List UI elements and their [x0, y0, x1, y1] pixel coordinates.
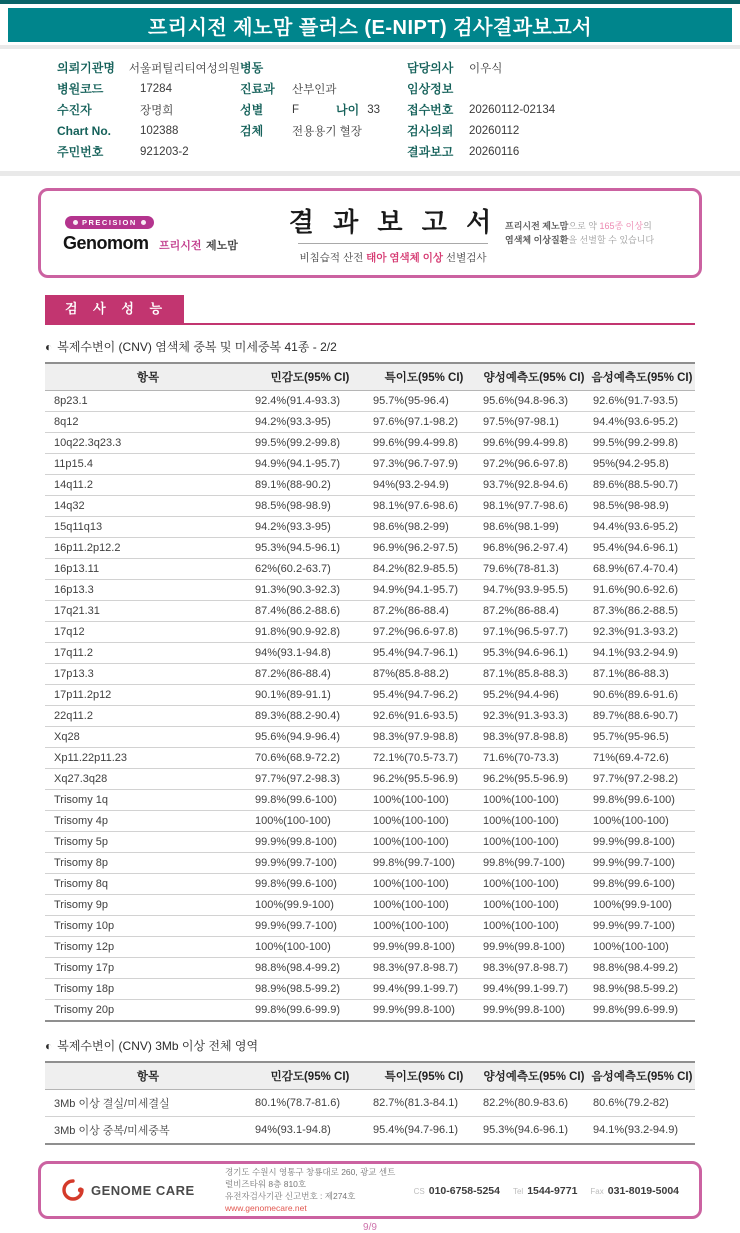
result-title-block — [281, 202, 505, 265]
info-row — [240, 78, 407, 99]
cell: 87.1%(86-88.3) — [589, 664, 695, 685]
row-item: Trisomy 9p — [45, 895, 251, 916]
cell: 99.9%(99.7-100) — [251, 853, 369, 874]
row-item: Trisomy 8p — [45, 853, 251, 874]
cell: 92.6%(91.6-93.5) — [369, 706, 479, 727]
field-value: 서울퍼틸리티여성의원 — [128, 62, 240, 75]
half-circle-icon: ◐ — [45, 339, 53, 354]
table-row — [45, 811, 695, 832]
cell: 99.6%(99.4-99.8) — [479, 433, 589, 454]
info-row — [57, 120, 240, 141]
field-label: 검체 — [240, 124, 264, 138]
table-row — [45, 391, 695, 412]
cell: 99.6%(99.4-99.8) — [369, 433, 479, 454]
cell: 99.8%(99.6-100) — [251, 874, 369, 895]
patient-info-col-left — [57, 57, 240, 162]
row-item: 17q11.2 — [45, 643, 251, 664]
cell: 95.3%(94.6-96.1) — [479, 643, 589, 664]
cell: 90.6%(89.6-91.6) — [589, 685, 695, 706]
cell: 98.3%(97.8-98.7) — [479, 958, 589, 979]
cell: 99.9%(99.8-100) — [479, 937, 589, 958]
table-row — [45, 496, 695, 517]
cell: 96.2%(95.5-96.9) — [479, 769, 589, 790]
table-row — [45, 454, 695, 475]
badge-dot-icon — [73, 220, 78, 225]
cell: 89.3%(88.2-90.4) — [251, 706, 369, 727]
field-label: 수진자 — [57, 103, 92, 117]
cnv-performance-table — [45, 362, 695, 1022]
genomecare-logo-icon — [61, 1178, 85, 1202]
genomom-logo — [63, 212, 281, 254]
cell: 100%(100-100) — [369, 832, 479, 853]
column-header: 항목 — [45, 363, 251, 391]
cell: 92.6%(91.7-93.5) — [589, 391, 695, 412]
brand-kr-accent: 프리시전 — [158, 240, 202, 252]
cell: 100%(100-100) — [479, 811, 589, 832]
table-row — [45, 433, 695, 454]
tel-number: 1544-9771 — [527, 1185, 578, 1197]
cell: 70.6%(68.9-72.2) — [251, 748, 369, 769]
cs-number: 010-6758-5254 — [428, 1185, 500, 1197]
cell: 95.4%(94.7-96.1) — [369, 1117, 479, 1145]
row-item: 15q11q13 — [45, 517, 251, 538]
field-value: 20260116 — [469, 145, 520, 158]
cell: 99.9%(99.7-100) — [589, 916, 695, 937]
field-value: 산부인과 — [292, 83, 337, 96]
table-row — [45, 1117, 695, 1145]
row-item: 17p11.2p12 — [45, 685, 251, 706]
badge-dot-icon — [141, 220, 146, 225]
cell: 95%(94.2-95.8) — [589, 454, 695, 475]
row-item: 14q11.2 — [45, 475, 251, 496]
cell: 96.9%(96.2-97.5) — [369, 538, 479, 559]
table-row — [45, 832, 695, 853]
cell: 98.1%(97.6-98.6) — [369, 496, 479, 517]
page-title: 프리시전 제노맘 플러스 (E-NIPT) 검사결과보고서 — [147, 16, 593, 39]
cell: 100%(100-100) — [479, 874, 589, 895]
field-label: 담당의사 — [407, 61, 454, 75]
field-value: 17284 — [140, 82, 172, 95]
fax-label: Fax — [590, 1187, 604, 1196]
table-row — [45, 1000, 695, 1022]
cell: 99.9%(99.7-100) — [251, 916, 369, 937]
cell: 94.7%(93.9-95.5) — [479, 580, 589, 601]
field-value: 20260112-02134 — [469, 103, 556, 116]
cell: 94.4%(93.6-95.2) — [589, 517, 695, 538]
field-label: 나이 — [336, 103, 360, 117]
cell: 95.7%(95-96.4) — [369, 391, 479, 412]
field-value: 102388 — [140, 124, 179, 137]
column-header: 음성예측도(95% CI) — [589, 363, 695, 391]
cell: 97.1%(96.5-97.7) — [479, 622, 589, 643]
info-row — [57, 78, 240, 99]
cell: 95.3%(94.6-96.1) — [479, 1117, 589, 1145]
row-item: 22q11.2 — [45, 706, 251, 727]
cell: 100%(99.9-100) — [589, 895, 695, 916]
row-item: 10q22.3q23.3 — [45, 433, 251, 454]
cell: 93.7%(92.8-94.6) — [479, 475, 589, 496]
cell: 89.6%(88.5-90.7) — [589, 475, 695, 496]
cell: 100%(100-100) — [479, 895, 589, 916]
column-header: 특이도(95% CI) — [369, 1062, 479, 1090]
field-label: 결과보고 — [407, 145, 454, 159]
cell: 94%(93.1-94.8) — [251, 1117, 369, 1145]
fax-number: 031-8019-5004 — [607, 1185, 679, 1197]
field-value: F — [292, 103, 300, 116]
field-value: 921203-2 — [140, 145, 189, 158]
cell: 99.4%(99.1-99.7) — [479, 979, 589, 1000]
cell: 71%(69.4-72.6) — [589, 748, 695, 769]
column-header: 양성예측도(95% CI) — [479, 1062, 589, 1090]
cell: 94.2%(93.3-95) — [251, 412, 369, 433]
column-header: 양성예측도(95% CI) — [479, 363, 589, 391]
cell: 87.3%(86.2-88.5) — [589, 601, 695, 622]
table-row — [45, 958, 695, 979]
table-row — [45, 853, 695, 874]
cell: 98.6%(98.1-99) — [479, 517, 589, 538]
row-item: Trisomy 17p — [45, 958, 251, 979]
cell: 94%(93.1-94.8) — [251, 643, 369, 664]
cell: 82.7%(81.3-84.1) — [369, 1090, 479, 1117]
cell: 84.2%(82.9-85.5) — [369, 559, 479, 580]
cell: 99.5%(99.2-99.8) — [589, 433, 695, 454]
field-label: Chart No. — [57, 123, 111, 138]
cell: 97.7%(97.2-98.2) — [589, 769, 695, 790]
cell: 94.1%(93.2-94.9) — [589, 643, 695, 664]
half-circle-icon: ◐ — [45, 1038, 53, 1053]
table-row — [45, 538, 695, 559]
info-row — [57, 57, 240, 78]
cell: 95.6%(94.9-96.4) — [251, 727, 369, 748]
cell: 99.8%(99.7-100) — [479, 853, 589, 874]
section-header-test-performance — [45, 295, 695, 325]
field-label: 진료과 — [240, 82, 275, 96]
table-row — [45, 895, 695, 916]
field-label: 병원코드 — [57, 82, 104, 96]
table-row — [45, 748, 695, 769]
info-row — [407, 141, 740, 162]
cs-label: CS — [413, 1187, 425, 1196]
info-row — [57, 141, 240, 162]
cell: 94.9%(94.1-95.7) — [369, 580, 479, 601]
cell: 99.9%(99.8-100) — [479, 1000, 589, 1022]
cell: 98.1%(97.7-98.6) — [479, 496, 589, 517]
cell: 89.1%(88-90.2) — [251, 475, 369, 496]
cell: 99.8%(99.6-100) — [251, 790, 369, 811]
cell: 97.5%(97-98.1) — [479, 412, 589, 433]
cell: 94.1%(93.2-94.9) — [589, 1117, 695, 1145]
cell: 94%(93.2-94.9) — [369, 475, 479, 496]
cell: 98.3%(97.9-98.8) — [369, 727, 479, 748]
table-row — [45, 1090, 695, 1117]
cell: 95.6%(94.8-96.3) — [479, 391, 589, 412]
field-label: 주민번호 — [57, 145, 104, 159]
cell: 98.5%(98-98.9) — [251, 496, 369, 517]
cell: 98.9%(98.5-99.2) — [251, 979, 369, 1000]
column-header: 음성예측도(95% CI) — [589, 1062, 695, 1090]
row-item: Trisomy 20p — [45, 1000, 251, 1022]
row-item: Trisomy 4p — [45, 811, 251, 832]
table-row — [45, 874, 695, 895]
table-header-row — [45, 363, 695, 391]
table-row — [45, 706, 695, 727]
cell: 100%(100-100) — [589, 937, 695, 958]
field-label: 의뢰기관명 — [57, 61, 115, 75]
table-row — [45, 643, 695, 664]
cell: 100%(100-100) — [369, 916, 479, 937]
cell: 95.3%(94.5-96.1) — [251, 538, 369, 559]
cell: 71.6%(70-73.3) — [479, 748, 589, 769]
table-row — [45, 769, 695, 790]
table-caption-text: 복제수변이 (CNV) 염색체 중복 및 미세중복 41종 - 2/2 — [57, 340, 337, 354]
cell: 98.8%(98.4-99.2) — [251, 958, 369, 979]
table-caption-text: 복제수변이 (CNV) 3Mb 이상 전체 영역 — [57, 1039, 259, 1053]
row-item: Xq27.3q28 — [45, 769, 251, 790]
cell: 87%(85.8-88.2) — [369, 664, 479, 685]
precision-badge-label: PRECISION — [82, 218, 137, 227]
column-header: 항목 — [45, 1062, 251, 1090]
table-caption-cnv — [45, 338, 695, 355]
cell: 97.3%(96.7-97.9) — [369, 454, 479, 475]
field-value: 장명희 — [140, 104, 174, 117]
field-value: 33 — [367, 103, 380, 116]
row-item: 16p13.3 — [45, 580, 251, 601]
cell: 100%(100-100) — [369, 895, 479, 916]
row-item: 16p13.11 — [45, 559, 251, 580]
row-item: 11p15.4 — [45, 454, 251, 475]
cell: 100%(100-100) — [369, 811, 479, 832]
row-item: Trisomy 12p — [45, 937, 251, 958]
cell: 99.8%(99.6-99.9) — [589, 1000, 695, 1022]
cnv-3mb-performance-table — [45, 1061, 695, 1145]
table-row — [45, 979, 695, 1000]
cell: 98.3%(97.8-98.7) — [369, 958, 479, 979]
cell: 94.9%(94.1-95.7) — [251, 454, 369, 475]
brand-kr: 제노맘 — [205, 240, 238, 252]
field-label: 성별 — [240, 103, 264, 117]
cell: 97.6%(97.1-98.2) — [369, 412, 479, 433]
table-row — [45, 580, 695, 601]
cell: 92.4%(91.4-93.3) — [251, 391, 369, 412]
cell: 87.2%(86-88.4) — [251, 664, 369, 685]
field-value: 20260112 — [469, 124, 520, 137]
cell: 90.1%(89-91.1) — [251, 685, 369, 706]
cell: 72.1%(70.5-73.7) — [369, 748, 479, 769]
cell: 98.8%(98.4-99.2) — [589, 958, 695, 979]
table-row — [45, 412, 695, 433]
genomecare-logo — [61, 1178, 209, 1202]
row-item: 16p11.2p12.2 — [45, 538, 251, 559]
cell: 80.6%(79.2-82) — [589, 1090, 695, 1117]
table-caption-3mb — [45, 1037, 695, 1054]
info-row — [240, 99, 407, 120]
footer — [38, 1161, 702, 1219]
cell: 100%(100-100) — [589, 811, 695, 832]
cell: 62%(60.2-63.7) — [251, 559, 369, 580]
cell: 96.2%(95.5-96.9) — [369, 769, 479, 790]
cell: 91.3%(90.3-92.3) — [251, 580, 369, 601]
precision-badge — [65, 216, 154, 229]
cell: 94.2%(93.3-95) — [251, 517, 369, 538]
table-row — [45, 475, 695, 496]
table-row — [45, 916, 695, 937]
cell: 99.8%(99.7-100) — [369, 853, 479, 874]
cell: 100%(99.9-100) — [251, 895, 369, 916]
cell: 97.2%(96.6-97.8) — [369, 622, 479, 643]
column-header: 특이도(95% CI) — [369, 363, 479, 391]
result-title-rule — [298, 243, 488, 244]
cell: 99.5%(99.2-99.8) — [251, 433, 369, 454]
cell: 100%(100-100) — [479, 916, 589, 937]
row-item: 8p23.1 — [45, 391, 251, 412]
cell: 99.8%(99.6-99.9) — [251, 1000, 369, 1022]
cell: 92.3%(91.3-93.3) — [479, 706, 589, 727]
row-item: 17q12 — [45, 622, 251, 643]
cell: 87.4%(86.2-88.6) — [251, 601, 369, 622]
row-item: Trisomy 10p — [45, 916, 251, 937]
row-item: 3Mb 이상 결실/미세결실 — [45, 1090, 251, 1117]
row-item: 3Mb 이상 중복/미세중복 — [45, 1117, 251, 1145]
row-item: Xp11.22p11.23 — [45, 748, 251, 769]
row-item: Trisomy 18p — [45, 979, 251, 1000]
table-row — [45, 622, 695, 643]
column-header: 민감도(95% CI) — [251, 363, 369, 391]
cell: 99.9%(99.8-100) — [589, 832, 695, 853]
result-title: 결 과 보 고 서 — [288, 206, 498, 237]
tel-label: Tel — [512, 1187, 524, 1196]
field-label: 접수번호 — [407, 103, 454, 117]
column-header: 민감도(95% CI) — [251, 1062, 369, 1090]
genomecare-logo-text: GENOME CARE — [91, 1182, 195, 1198]
table-row — [45, 790, 695, 811]
row-item: 14q32 — [45, 496, 251, 517]
table-row — [45, 685, 695, 706]
result-side-note: 프리시전 제노맘으로 약 165종 이상의 염색체 이상질환을 선별할 수 있습니다 — [505, 221, 655, 245]
cell: 80.1%(78.7-81.6) — [251, 1090, 369, 1117]
cell: 100%(100-100) — [479, 832, 589, 853]
cell: 100%(100-100) — [369, 790, 479, 811]
section-title-box — [45, 295, 184, 323]
row-item: Trisomy 5p — [45, 832, 251, 853]
table-row — [45, 559, 695, 580]
info-row — [407, 57, 740, 78]
cell: 87.2%(86-88.4) — [369, 601, 479, 622]
field-value: 전용용기 혈장 — [292, 125, 362, 138]
report-title-bar — [8, 8, 732, 42]
footer-contacts — [414, 1181, 679, 1199]
info-row — [407, 99, 740, 120]
table-row — [45, 937, 695, 958]
cell: 79.6%(78-81.3) — [479, 559, 589, 580]
row-item: 8q12 — [45, 412, 251, 433]
cell: 99.4%(99.1-99.7) — [369, 979, 479, 1000]
cell: 87.2%(86-88.4) — [479, 601, 589, 622]
cell: 98.3%(97.8-98.8) — [479, 727, 589, 748]
cell: 100%(100-100) — [479, 790, 589, 811]
info-row — [57, 99, 240, 120]
field-label: 임상정보 — [407, 82, 454, 96]
cell: 97.2%(96.6-97.8) — [479, 454, 589, 475]
cell: 87.1%(85.8-88.3) — [479, 664, 589, 685]
cell: 89.7%(88.6-90.7) — [589, 706, 695, 727]
cell: 95.4%(94.7-96.1) — [369, 643, 479, 664]
cell: 94.4%(93.6-95.2) — [589, 412, 695, 433]
footer-website-link[interactable]: www.genomecare.net — [225, 1203, 307, 1213]
cell: 100%(100-100) — [369, 874, 479, 895]
field-label: 병동 — [240, 61, 264, 75]
row-item: Trisomy 8q — [45, 874, 251, 895]
cell: 97.7%(97.2-98.3) — [251, 769, 369, 790]
info-row — [240, 57, 407, 78]
footer-license: 유전자검사기관 신고번호 : 제274호 — [225, 1191, 356, 1201]
row-item: Xq28 — [45, 727, 251, 748]
cell: 91.8%(90.9-92.8) — [251, 622, 369, 643]
cell: 92.3%(91.3-93.2) — [589, 622, 695, 643]
cell: 96.8%(96.2-97.4) — [479, 538, 589, 559]
info-row — [240, 120, 407, 141]
cell: 99.8%(99.6-100) — [589, 790, 695, 811]
patient-info-col-right — [407, 57, 740, 162]
page-number: 9/9 — [363, 1222, 377, 1233]
cell: 100%(100-100) — [251, 811, 369, 832]
table-row — [45, 664, 695, 685]
cell: 98.5%(98-98.9) — [589, 496, 695, 517]
cell: 68.9%(67.4-70.4) — [589, 559, 695, 580]
top-accent-strip — [0, 0, 740, 4]
result-header-box — [38, 188, 702, 278]
cell: 95.4%(94.7-96.2) — [369, 685, 479, 706]
cell: 100%(100-100) — [251, 937, 369, 958]
field-label: 검사의뢰 — [407, 124, 454, 138]
patient-info-panel — [0, 45, 740, 176]
genomom-wordmark: Genomom — [63, 233, 149, 253]
cell: 99.8%(99.6-100) — [589, 874, 695, 895]
cell: 95.4%(94.6-96.1) — [589, 538, 695, 559]
table-row — [45, 727, 695, 748]
cell: 99.9%(99.8-100) — [251, 832, 369, 853]
row-item: 17p13.3 — [45, 664, 251, 685]
cell: 99.9%(99.8-100) — [369, 1000, 479, 1022]
row-item: 17q21.31 — [45, 601, 251, 622]
cell: 98.6%(98.2-99) — [369, 517, 479, 538]
cell: 91.6%(90.6-92.6) — [589, 580, 695, 601]
info-row — [407, 120, 740, 141]
result-subtitle: 비침습적 산전 태아 염색체 이상 선별검사 — [299, 251, 487, 264]
patient-info-col-middle — [240, 57, 407, 162]
cell: 82.2%(80.9-83.6) — [479, 1090, 589, 1117]
cell: 99.9%(99.7-100) — [589, 853, 695, 874]
cell: 98.9%(98.5-99.2) — [589, 979, 695, 1000]
footer-address-block — [225, 1166, 398, 1214]
section-title: 검 사 성 능 — [65, 301, 169, 316]
info-row — [407, 78, 740, 99]
table-row — [45, 517, 695, 538]
table-header-row — [45, 1062, 695, 1090]
cell: 95.7%(95-96.5) — [589, 727, 695, 748]
footer-address: 경기도 수원시 영통구 창룡대로 260, 광교 센트럴비즈타워 8층 810호 — [225, 1167, 396, 1189]
row-item: Trisomy 1q — [45, 790, 251, 811]
cell: 99.9%(99.8-100) — [369, 937, 479, 958]
cell: 95.2%(94.4-96) — [479, 685, 589, 706]
table-row — [45, 601, 695, 622]
field-value: 이우식 — [469, 62, 503, 75]
